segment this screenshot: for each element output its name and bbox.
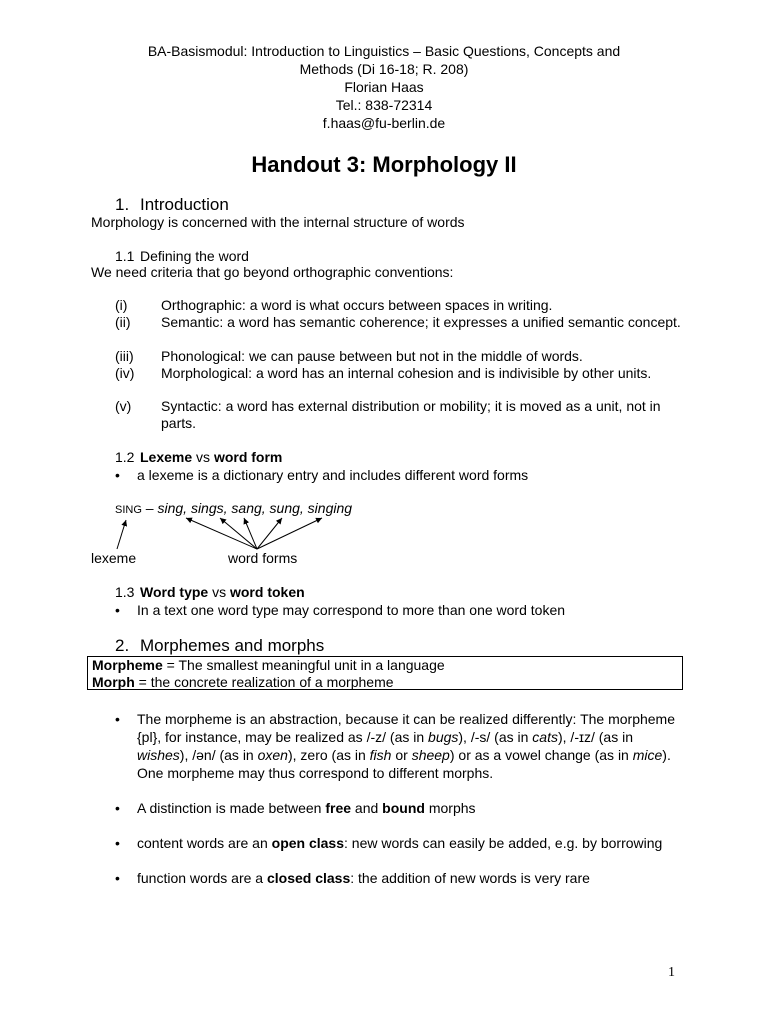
definition-box xyxy=(87,656,683,690)
word-type-bullet: • In a text one word type may correspond to more than one word token xyxy=(115,602,566,618)
handout-title: Handout 3: Morphology II xyxy=(251,152,517,177)
subsection-1-1-heading: 1.1 Defining the word xyxy=(115,248,249,264)
free-bound-bullet: • A distinction is made between free and bound morphs xyxy=(115,800,476,816)
morph-definition: Morph = the concrete realization of a morpheme xyxy=(92,674,394,690)
subsection-1-3-heading: 1.3 Word type vs word token xyxy=(115,584,305,600)
criterion-orthographic: (i) Orthographic: a word is what occurs between spaces in writing. xyxy=(115,297,553,313)
course-title-line-2: Methods (Di 16-18; R. 208) xyxy=(299,61,469,77)
criterion-phonological: (iii) Phonological: we can pause between but not in the middle of words. xyxy=(115,348,583,364)
word-forms-list: sing, sings, sang, sung, singing xyxy=(157,500,353,516)
arrow-to-lexeme xyxy=(117,520,126,549)
lexeme-sing: SING xyxy=(115,504,142,516)
lexeme-bullet: • a lexeme is a dictionary entry and includes different word forms xyxy=(115,467,529,483)
section-1-intro: Morphology is concerned with the internal structure of words xyxy=(91,214,465,230)
morpheme-abstraction-bullet: • The morpheme is an abstraction, because it can be realized differently: The morpheme {pl}, for instance, may be realized as /-z/ (as in bugs), /-s/ (as in cats), /-ɪz/ (as in wishes), /ən/ (as in oxen), zero (as in fish or sheep) or as a vowel change (as in mice). One morpheme may thus correspond to different morphs. xyxy=(115,711,676,781)
instructor-email: f.haas@fu-berlin.de xyxy=(322,115,446,131)
open-class-bullet: • content words are an open class: new words can easily be added, e.g. by borrowing xyxy=(115,835,663,851)
section-2-heading: 2. Morphemes and morphs xyxy=(115,636,325,655)
lexeme-example: SING – sing, sings, sang, sung, singing xyxy=(115,500,353,516)
instructor-name: Florian Haas xyxy=(344,79,424,95)
section-1-heading: 1. Introduction xyxy=(115,195,229,214)
criterion-morphological: (iv) Morphological: a word has an internal cohesion and is indivisible by other units. xyxy=(115,365,652,381)
closed-class-bullet: • function words are a closed class: the addition of new words is very rare xyxy=(115,870,590,886)
label-word-forms: word forms xyxy=(228,550,298,566)
instructor-phone: Tel.: 838-72314 xyxy=(335,97,433,113)
course-title-line-1: BA-Basismodul: Introduction to Linguistics – Basic Questions, Concepts and xyxy=(147,43,621,59)
page-number: 1 xyxy=(668,965,675,980)
morpheme-definition: Morpheme = The smallest meaningful unit in a language xyxy=(92,657,445,673)
arrow-to-sung xyxy=(257,518,282,549)
arrow-to-singing xyxy=(257,518,322,549)
subsection-1-2-heading: 1.2 Lexeme vs word form xyxy=(115,449,283,465)
subsection-1-1-text: We need criteria that go beyond orthographic conventions: xyxy=(91,264,454,280)
criterion-syntactic: (v) Syntactic: a word has external distribution or mobility; it is moved as a unit, not in parts. xyxy=(115,398,661,431)
criterion-semantic: (ii) Semantic: a word has semantic coherence; it expresses a unified semantic concept. xyxy=(115,314,681,330)
label-lexeme: lexeme xyxy=(91,550,137,566)
arrow-to-sings xyxy=(220,518,257,549)
